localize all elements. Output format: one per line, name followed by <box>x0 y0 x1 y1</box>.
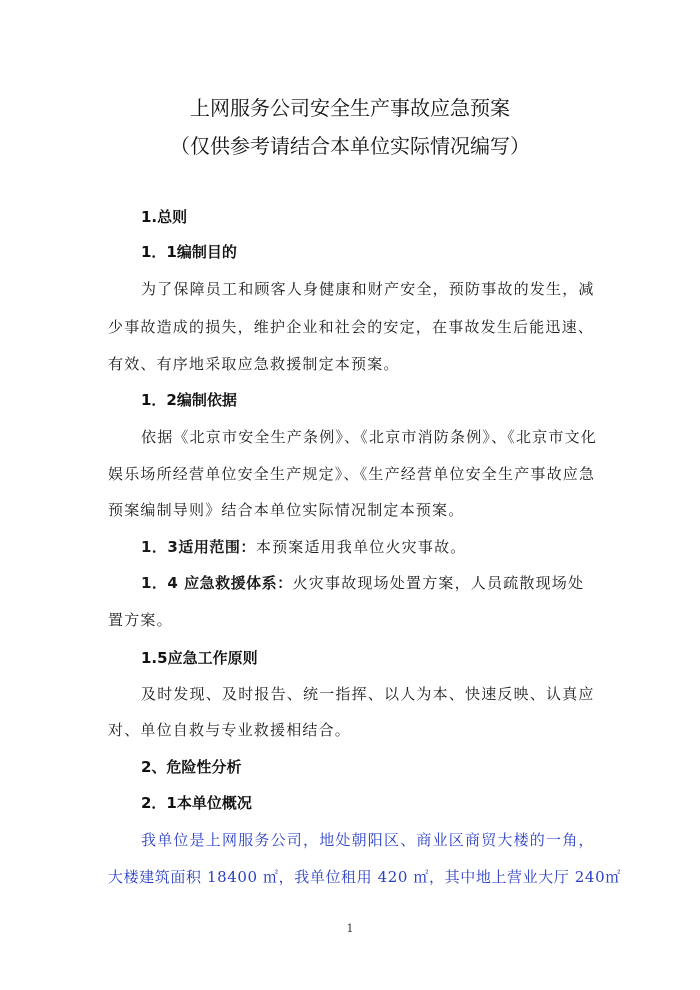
paragraph-line: 及时发现、及时报告、统一指挥、以人为本、快速反映、认真应 <box>141 685 595 703</box>
section-1-3-label: 1．3适用范围： <box>141 538 256 556</box>
section-2-heading: 2、危险性分析 <box>141 758 242 776</box>
section-1-2-heading: 1．2编制依据 <box>141 391 237 409</box>
section-1-4-line <box>141 572 584 593</box>
paragraph-line-highlighted: 大楼建筑面积 18400 ㎡，我单位租用 420 ㎡，其中地上营业大厅 240㎡ <box>108 868 621 886</box>
section-2-1-heading: 2．1本单位概况 <box>141 794 252 812</box>
paragraph-line: 置方案。 <box>108 611 173 629</box>
paragraph-line: 少事故造成的损失，维护企业和社会的安定，在事故发生后能迅速、 <box>108 318 595 336</box>
section-1-3-line <box>141 536 466 557</box>
paragraph-line: 有效、有序地采取应急救援制定本预案。 <box>108 355 400 373</box>
section-1-3-text: 本预案适用我单位火灾事故。 <box>255 538 467 556</box>
document-title: 上网服务公司安全生产事故应急预案 <box>190 96 510 120</box>
paragraph-line: 为了保障员工和顾客人身健康和财产安全，预防事故的发生，减 <box>141 280 595 298</box>
section-1-1-heading: 1．1编制目的 <box>141 243 237 261</box>
section-1-4-label: 1．4 应急救援体系： <box>141 574 293 592</box>
section-1-heading: 1.总则 <box>141 208 188 226</box>
paragraph-line: 依据《北京市安全生产条例》、《北京市消防条例》、《北京市文化 <box>141 428 598 446</box>
page-number: 1 <box>346 922 354 935</box>
section-1-4-text: 火灾事故现场处置方案，人员疏散现场处 <box>292 574 585 592</box>
paragraph-line: 对、单位自救与专业救援相结合。 <box>108 721 352 739</box>
paragraph-line-highlighted: 我单位是上网服务公司，地处朝阳区、商业区商贸大楼的一角， <box>141 831 595 849</box>
document-subtitle: （仅供参考请结合本单位实际情况编写） <box>170 134 530 158</box>
paragraph-line: 预案编制导则》结合本单位实际情况制定本预案。 <box>108 501 465 519</box>
paragraph-line: 娱乐场所经营单位安全生产规定》、《生产经营单位安全生产事故应急 <box>108 465 596 483</box>
section-1-5-heading: 1.5应急工作原则 <box>141 649 258 667</box>
